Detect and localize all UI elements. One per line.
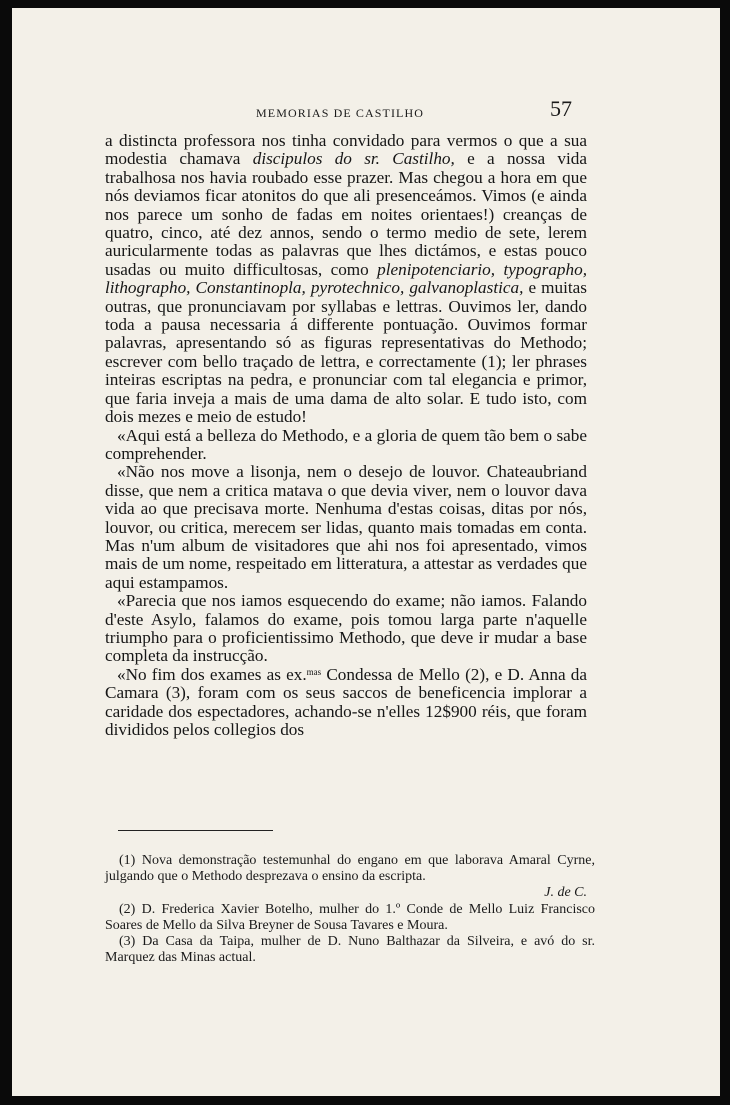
body-text: [105, 132, 587, 739]
footnotes: [105, 853, 595, 966]
paragraph-1: [105, 132, 587, 427]
footnote-2: (2) D. Frederica Xavier Botelho, mulher do 1.º Conde de Mello Luiz Francisco Soares de Mello da Silva Breyner de Sousa Tavares e Moura.: [105, 901, 595, 933]
paragraph-5: [105, 666, 587, 740]
page-header: [12, 96, 720, 132]
footnote-1: (1) Nova demonstração testemunhal do engano em que laborava Amaral Cyrne, julgando que o Methodo desprezava o ensino da escripta.: [105, 853, 595, 885]
paragraph-1-text-c: e a nossa vida trabalhosa nos havia roubado esse prazer. Mas chegou a hora em que nós deviamos ficar atonitos do que ali presenceámos. Vimos (e ainda nos parece um sonho de fadas em noites orientaes!) creanças de quatro, cinco, até dez annos, sendo o termo medio de sete, lerem auricularmente todas as palavras que lhes dictámos, e estas pouco usadas ou muito difficultosas, como: [105, 149, 588, 279]
paragraph-4: «Parecia que nos iamos esquecendo do exame; não iamos. Falando d'este Asylo, falamos do exame, pois tomou larga parte n'aquelle triumpho para o proficientissimo Methodo, que deve ir mudar a base completa da instrucção.: [105, 591, 587, 666]
footnote-3: (3) Da Casa da Taipa, mulher de D. Nuno Balthazar da Silveira, e avó do sr. Marquez das Minas actual.: [105, 934, 595, 966]
running-title: MEMORIAS DE CASTILHO: [256, 106, 425, 120]
book-page: [12, 8, 720, 1096]
paragraph-1-text-e: e muitas outras, que pronunciavam por syllabas e lettras. Ouvimos ler, dando toda a pausa necessaria á differente pontuação. Ouvimos formar palavras, apresentando só as figuras representativas do Methodo; escrever com bello traçado de lettra, e correctamente (1); ler phrases inteiras escriptas na pedra, e pronunciar com tal elegancia e primor, que faria inveja a mais de uma dama de alto solar. E tudo isto, com dois mezes e meio de estudo!: [105, 278, 587, 427]
paragraph-3: «Não nos move a lisonja, nem o desejo de louvor. Chateaubriand disse, que nem a critica matava o que devia viver, nem o louvor dava vida ao que precisava morte. Nenhuma d'estas coisas, ditas por nós, louvor, ou critica, merecem ser lidas, quanto mais tomadas em conta. Mas n'um album de visitadores que ahi nos foi apresentado, vimos mais de um nome, respeitado em litteratura, a attestar as verdades que aqui estampamos.: [105, 462, 587, 592]
paragraph-5-text-a: «No fim dos exames as ex.: [117, 664, 307, 684]
paragraph-5-superscript: mas: [306, 666, 322, 677]
paragraph-1-text-a: a distincta professora nos tinha convidado para vermos o que a sua modestia chamava: [105, 131, 587, 169]
paragraph-2: «Aqui está a belleza do Methodo, e a gloria de quem tão bem o sabe comprehender.: [105, 425, 587, 463]
paragraph-1-italic-d: plenipotenciario, typographo, lithographo, Constantinopla, pyrotechnico, galvanoplastica,: [105, 259, 587, 298]
footnote-1-signature: J. de C.: [544, 885, 587, 901]
page-number: 57: [550, 96, 572, 121]
paragraph-5-text-b: Condessa de Mello (2), e D. Anna da Camara (3), foram com os seus saccos de beneficencia implorar a caridade dos espectadores, achando-se n'elles 12$900 réis, que foram divididos pelos collegios dos: [105, 664, 587, 739]
footnote-rule: [118, 830, 273, 831]
paragraph-1-italic-b: discipulos do sr. Castilho,: [252, 149, 455, 169]
